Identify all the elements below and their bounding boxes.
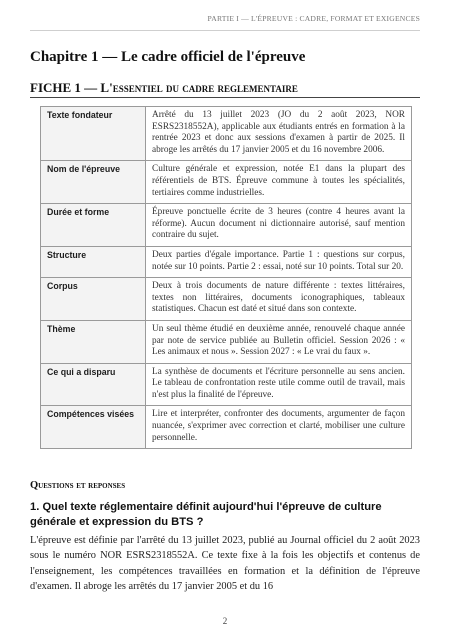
row-value: Culture générale et expression, notée E1 dans la plupart des référentiels de BTS. Épreuve commune à toutes les spécialités, tertiaires comme industrielles.: [146, 161, 412, 204]
row-label: Nom de l'épreuve: [41, 161, 146, 204]
fiche-title: [30, 80, 420, 96]
row-value: Deux parties d'égale importance. Partie 1 : questions sur corpus, notée sur 10 points. Partie 2 : essai, noté sur 10 points. Total sur 20.: [146, 246, 412, 277]
page-number: 2: [222, 616, 228, 626]
table-row: [41, 320, 412, 363]
table-row: [41, 204, 412, 247]
row-label: Structure: [41, 246, 146, 277]
row-value: Arrêté du 13 juillet 2023 (JO du 2 août 2023, NOR ESRS2318552A), applicable aux étudiants entrés en formation à la rentrée 2023 et donc aux sessions d'examen à partir de 2025. Il abroge les arrêtés du 17 janvier 2005 et du 16 novembre 2006.: [146, 107, 412, 161]
row-value: La synthèse de documents et l'écriture personnelle au sens ancien. Le tableau de confrontation reste utile comme outil de travail, mais n'est plus la finalité de l'épreuve.: [146, 363, 412, 406]
table-row: [41, 161, 412, 204]
regulation-table: [40, 106, 412, 449]
table-row: [41, 278, 412, 321]
header-divider: [30, 30, 420, 31]
chapter-title: Chapitre 1 — Le cadre officiel de l'épreuve: [30, 49, 306, 65]
row-label: Ce qui a disparu: [41, 363, 146, 406]
running-header: PARTIE I — L'ÉPREUVE : CADRE, FORMAT ET EXIGENCES: [207, 14, 420, 23]
table-row: [41, 107, 412, 161]
fiche-prefix: FICHE 1 —: [30, 80, 101, 95]
row-value: Épreuve ponctuelle écrite de 3 heures (contre 4 heures avant la réforme). Aucun document ni dictionnaire autorisé, sauf mention contraire du sujet.: [146, 204, 412, 247]
row-value: Deux à trois documents de nature différente : textes littéraires, textes non littéraires, documents iconographiques, tableaux statistiques. Chacun est daté et situé dans son contexte.: [146, 278, 412, 321]
table-row: [41, 406, 412, 449]
qa-heading: Questions et reponses: [30, 480, 126, 491]
table-row: [41, 246, 412, 277]
row-value: Un seul thème étudié en deuxième année, renouvelé chaque année par note de service publiée au Bulletin officiel. Session 2026 : « Les animaux et nous ». Session 2027 : « Le vrai du faux ».: [146, 320, 412, 363]
fiche-divider: [30, 97, 420, 98]
row-value: Lire et interpréter, confronter des documents, argumenter de façon nuancée, s'exprimer avec correction et clarté, mobiliser une culture personnelle.: [146, 406, 412, 449]
answer-1: L'épreuve est définie par l'arrêté du 13 juillet 2023, publié au Journal officiel du 2 août 2023 sous le numéro NOR ESRS2318552A. Ce texte fixe à la fois les objectifs et contenus de l'enseignement, les compétences travaillées en formation et la définition de l'épreuve d'examen. Il abroge les arrêtés du 17 janvier 2005 et du 16: [30, 535, 420, 592]
question-1: 1. Quel texte réglementaire définit aujourd'hui l'épreuve de culture générale et expression du BTS ?: [30, 501, 382, 528]
row-label: Corpus: [41, 278, 146, 321]
row-label: Texte fondateur: [41, 107, 146, 161]
fiche-title-text: L'essentiel du cadre reglementaire: [100, 80, 298, 95]
row-label: Compétences visées: [41, 406, 146, 449]
row-label: Thème: [41, 320, 146, 363]
table-row: [41, 363, 412, 406]
row-label: Durée et forme: [41, 204, 146, 247]
